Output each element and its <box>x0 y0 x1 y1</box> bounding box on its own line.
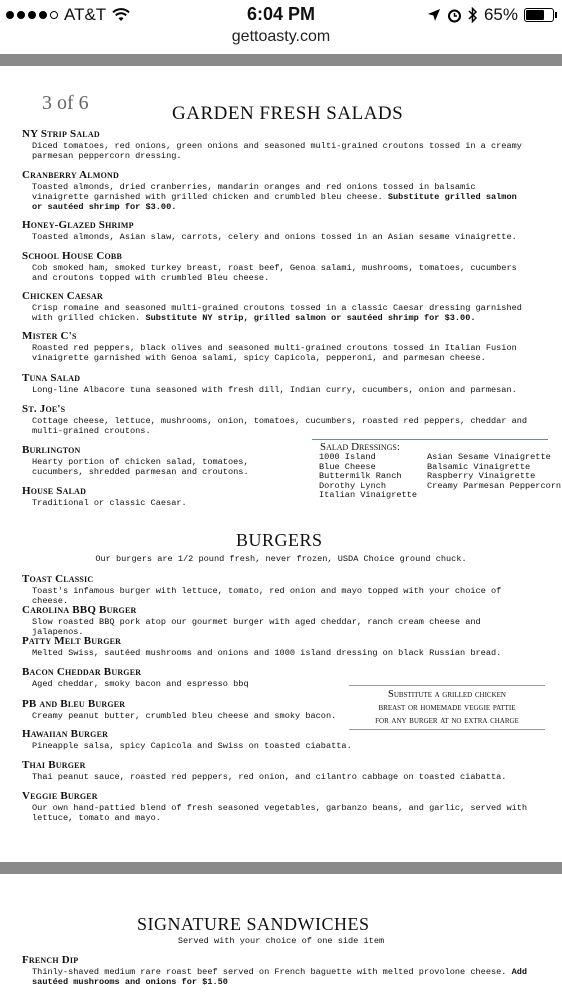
burger-item <box>22 666 342 689</box>
salad-item-name: Cranberry Almond <box>22 169 119 181</box>
page-divider <box>0 54 562 66</box>
dressing-name: Blue Cheese <box>319 461 376 472</box>
address-bar-url[interactable]: gettoasty.com <box>231 28 331 45</box>
dressings-table <box>319 453 562 501</box>
description-text: Aged cheddar, smoky bacon and espresso bbq <box>32 679 249 689</box>
description-text: Toast's infamous burger with lettuce, tomato, red onion and mayo topped with your choice of cheese. <box>32 586 502 606</box>
sandwiches-heading: SIGNATURE SANDWICHES <box>137 914 370 934</box>
page-divider <box>0 862 562 874</box>
burgers-heading: BURGERS <box>236 530 323 550</box>
salad-item-description <box>32 498 292 508</box>
promo-line: breast or homemade veggie pattie <box>378 702 516 713</box>
dressing-name: 1000 Island <box>319 452 376 462</box>
description-text: Creamy peanut butter, crumbled bleu cheese and smoky bacon. <box>32 711 337 721</box>
salad-item-description <box>32 141 532 161</box>
description-text: Roasted red peppers, black olives and seasoned multi-grained croutons tossed in Italian Fusion vinaigrette garnished with Genoa salami, spicy Capicola, pepperoni, and parmesan cheese. <box>32 343 517 363</box>
salad-item <box>22 290 532 323</box>
description-text: Crisp romaine and seasoned multi-grained croutons tossed in a classic Caesar dressing garnished with grilled chicken. <box>32 303 522 323</box>
description-text: Melted Swiss, sautéed mushrooms and onions and 1000 island dressing on black Russian bread. <box>32 648 502 658</box>
salad-item-description <box>32 343 532 363</box>
burger-item-name: Bacon Cheddar Burger <box>22 666 142 678</box>
burger-item-description <box>32 741 532 751</box>
salad-item-name: Mister C's <box>22 330 77 342</box>
burger-item <box>22 759 532 782</box>
dressing-name: Asian Sesame Vinaigrette <box>427 452 551 462</box>
salad-item-name: House Salad <box>22 485 87 497</box>
salad-item-description <box>32 385 532 395</box>
salad-dressings-box <box>312 439 562 501</box>
promo-line: Substitute a grilled chicken <box>388 689 506 700</box>
dressing-row <box>319 491 562 501</box>
sandwich-item <box>22 954 532 987</box>
salad-item <box>22 444 292 477</box>
status-right <box>427 5 554 25</box>
salad-item-name: St. Joe's <box>22 403 66 415</box>
description-text: Our own hand-pattied blend of fresh seasoned vegetables, garbanzo beans, and garlic, served with lettuce, tomato and mayo. <box>32 803 528 823</box>
salad-item <box>22 128 532 161</box>
salad-item-description <box>32 416 532 436</box>
salad-item <box>22 485 292 508</box>
burger-item-name: Thai Burger <box>22 759 86 771</box>
dressing-name: Buttermilk Ranch <box>319 471 402 482</box>
salad-item-name: School House Cobb <box>22 250 122 262</box>
description-text: Hearty portion of chicken salad, tomatoes, cucumbers, shredded parmesan and croutons. <box>32 457 249 477</box>
dressing-name: Creamy Parmesan Peppercorn <box>427 480 562 491</box>
salad-item-name: Chicken Caesar <box>22 290 104 302</box>
description-text: Slow roasted BBQ pork atop our gourmet burger with aged cheddar, ranch cream cheese and jalapenos. <box>32 617 481 637</box>
salads-heading: GARDEN FRESH SALADS <box>172 103 404 124</box>
salad-item-description <box>32 232 532 242</box>
description-text: Thinly-shaved medium rare roast beef served on French baguette with melted provolone cheese. <box>32 967 507 977</box>
burger-item <box>22 698 342 721</box>
dressing-name: Italian Vinaigrette <box>319 490 417 501</box>
sandwich-item-description <box>32 967 532 987</box>
substitution-note: Substitute NY strip, grilled salmon or sautéed shrimp for $3.00. <box>140 313 476 323</box>
burger-item <box>22 604 532 637</box>
burger-item-description <box>32 803 532 823</box>
salad-item <box>22 169 532 212</box>
burger-item-description <box>32 679 342 689</box>
burger-item-description <box>32 711 342 721</box>
salad-item-name: NY Strip Salad <box>22 128 100 140</box>
burger-item-name: Toast Classic <box>22 573 94 585</box>
salad-item-description <box>32 457 292 477</box>
description-text: Traditional or classic Caesar. <box>32 498 187 508</box>
description-text: Cob smoked ham, smoked turkey breast, roast beef, Genoa salami, mushrooms, tomatoes, cucumbers and croutons topped with crumbled Bleu cheese. <box>32 263 517 283</box>
description-text: Cottage cheese, lettuce, mushrooms, onion, tomatoes, cucumbers, roasted red peppers, cheddar and multi-grained croutons. <box>32 416 528 436</box>
bluetooth-icon <box>468 7 478 23</box>
burger-item-name: PB and Bleu Burger <box>22 698 126 710</box>
burger-item <box>22 635 532 658</box>
dressings-title: Salad Dressings: <box>320 441 400 453</box>
alarm-icon <box>447 8 462 23</box>
salad-item <box>22 219 532 242</box>
description-text: Toasted almonds, dried cranberries, mandarin oranges and red onions tossed in balsamic vinaigrette garnished with grilled chicken and crumbled bleu cheese. <box>32 182 476 202</box>
location-arrow-icon <box>427 8 441 22</box>
burger-item-name: Hawaiian Burger <box>22 728 109 740</box>
clock: 6:04 PM <box>246 4 316 24</box>
page-indicator: 3 of 6 <box>42 92 89 114</box>
salad-item-name: Burlington <box>22 444 81 456</box>
substitution-note: Add sautéed mushrooms and onions for $1.50 <box>32 967 528 987</box>
salad-item <box>22 250 532 283</box>
burger-item <box>22 728 532 751</box>
description-text: Pineapple salsa, spicy Capicola and Swiss on toasted ciabatta. <box>32 741 352 751</box>
battery-icon <box>524 8 554 22</box>
burger-item <box>22 790 532 823</box>
burger-item-description <box>32 648 532 658</box>
burger-item-description <box>32 617 532 637</box>
burger-item-name: Veggie Burger <box>22 790 98 802</box>
sandwiches-subtitle: Served with your choice of one side item <box>177 936 385 946</box>
salad-item-name: Tuna Salad <box>22 372 81 384</box>
burger-item-name: Patty Melt Burger <box>22 635 122 647</box>
burger-item-description <box>32 586 532 606</box>
dressing-name <box>427 491 562 501</box>
burger-item-name: Carolina BBQ Burger <box>22 604 137 616</box>
promo-line: for any burger at no extra charge <box>375 715 519 726</box>
battery-percent: 65% <box>483 5 518 24</box>
salad-item-description <box>32 263 532 283</box>
description-text: Long-line Albacore tuna seasoned with fresh dill, Indian curry, cucumbers, onion and parmesan. <box>32 385 517 395</box>
burgers-subtitle: Our burgers are 1/2 pound fresh, never frozen, USDA Choice ground chuck. <box>95 554 467 564</box>
substitution-note: Substitute grilled salmon or sautéed shrimp for $3.00. <box>32 192 517 212</box>
salad-item <box>22 403 532 436</box>
status-bar <box>0 0 562 28</box>
burger-item <box>22 573 532 606</box>
description-text: Thai peanut sauce, roasted red peppers, red onion, and cilantro cabbage on toasted ciabatta. <box>32 772 507 782</box>
dressing-name: Raspberry Vinaigrette <box>427 471 536 482</box>
burger-substitute-promo <box>349 685 545 730</box>
salad-item <box>22 372 532 395</box>
salad-item-description <box>32 303 532 323</box>
burger-item-description <box>32 772 532 782</box>
description-text: Toasted almonds, Asian slaw, carrots, celery and onions tossed in an Asian sesame vinaigrette. <box>32 232 517 242</box>
sandwich-item-name: French Dip <box>22 954 79 966</box>
salad-item <box>22 330 532 363</box>
salad-item-name: Honey-Glazed Shrimp <box>22 219 134 231</box>
salad-item-description <box>32 182 532 212</box>
description-text: Diced tomatoes, red onions, green onions and seasoned multi-grained croutons tossed in a creamy parmesan peppercorn dressing. <box>32 141 522 161</box>
dressing-name: Dorothy Lynch <box>319 480 387 491</box>
dressing-name: Balsamic Vinaigrette <box>427 461 531 472</box>
carrier-label: AT&T <box>64 5 107 24</box>
